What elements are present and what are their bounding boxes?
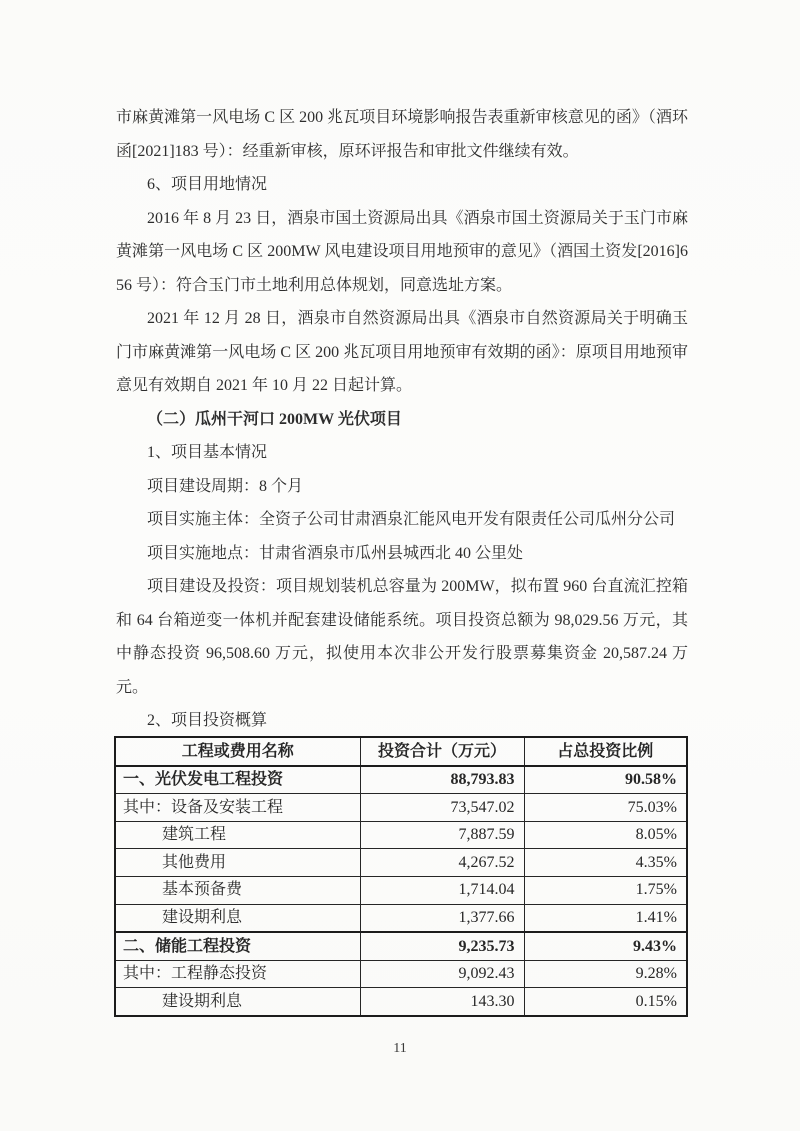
table-cell-amount: 4,267.52 <box>360 849 524 877</box>
heading-investment-estimate: 2、项目投资概算 <box>147 712 268 729</box>
table-row-equipment-installation <box>115 794 687 822</box>
table-row-storage-investment <box>115 932 687 960</box>
table-row-static-investment <box>115 960 687 988</box>
table-cell-ratio: 90.58% <box>524 766 687 794</box>
table-header-amount: 投资合计（万元） <box>360 737 524 766</box>
table-cell-name: 其中：工程静态投资 <box>115 960 360 988</box>
table-header-item-name: 工程或费用名称 <box>115 737 360 766</box>
paragraph-land-preapproval-2016: 2016 年 8 月 23 日，酒泉市国土资源局出具《酒泉市国土资源局关于玉门市麻黄滩第一风电场 C 区 200MW 风电建设项目用地预审的意见》（酒国土资发[2016]656 号）：符合玉门市土地利用总体规划，同意选址方案。 <box>116 209 688 294</box>
table-cell-amount: 88,793.83 <box>360 766 524 794</box>
table-cell-ratio: 9.43% <box>524 932 687 960</box>
table-cell-ratio: 9.28% <box>524 960 687 988</box>
table-row-construction-interest-storage <box>115 988 687 1016</box>
document-body <box>116 101 688 738</box>
table-cell-amount: 9,235.73 <box>360 932 524 960</box>
table-header-ratio: 占总投资比例 <box>524 737 687 766</box>
table-cell-name: 建设期利息 <box>115 988 360 1016</box>
table-cell-ratio: 1.75% <box>524 876 687 904</box>
table-cell-ratio: 0.15% <box>524 988 687 1016</box>
table-cell-amount: 143.30 <box>360 988 524 1016</box>
investment-estimate-table <box>114 736 688 1017</box>
table-row-construction-interest-pv <box>115 904 687 932</box>
paragraph-construction-investment: 项目建设及投资：项目规划装机总容量为 200MW，拟布置 960 台直流汇控箱和 64 台箱逆变一体机并配套建设储能系统。项目投资总额为 98,029.56 万元，其中静态投资 96,508.60 万元，拟使用本次非公开发行股票募集资金 20,587.24 万元。 <box>116 578 688 696</box>
table-cell-name: 其他费用 <box>115 849 360 877</box>
table-row-basic-reserve <box>115 876 687 904</box>
paragraph-project-location: 项目实施地点：甘肃省酒泉市瓜州县城西北 40 公里处 <box>147 544 524 562</box>
page-number: 11 <box>393 1041 407 1056</box>
table-cell-ratio: 1.41% <box>524 904 687 932</box>
paragraph-env-review-continuation: 市麻黄滩第一风电场 C 区 200 兆瓦项目环境影响报告表重新审核意见的函》（酒环函[2021]183 号）：经重新审核，原环评报告和审批文件继续有效。 <box>116 109 688 160</box>
table-cell-amount: 7,887.59 <box>360 821 524 849</box>
investment-table-container <box>114 736 688 1017</box>
paragraph-implementing-entity: 项目实施主体：全资子公司甘肃酒泉汇能风电开发有限责任公司瓜州分公司 <box>147 511 676 528</box>
table-cell-name: 二、储能工程投资 <box>115 932 360 960</box>
table-cell-amount: 9,092.43 <box>360 960 524 988</box>
table-cell-name: 基本预备费 <box>115 876 360 904</box>
paragraph-land-preapproval-2021: 2021 年 12 月 28 日，酒泉市自然资源局出具《酒泉市自然资源局关于明确玉门市麻黄滩第一风电场 C 区 200 兆瓦项目用地预审有效期的函》：原项目用地预审意见有效期自 2021 年 10 月 22 日起计算。 <box>116 310 688 394</box>
heading-guazhou-pv-project: （二）瓜州干河口 200MW 光伏项目 <box>147 410 402 428</box>
table-row-pv-investment <box>115 766 687 794</box>
table-cell-name: 其中：设备及安装工程 <box>115 794 360 822</box>
table-cell-ratio: 4.35% <box>524 849 687 877</box>
table-header-row <box>115 737 687 766</box>
table-cell-name: 建筑工程 <box>115 821 360 849</box>
table-cell-ratio: 8.05% <box>524 821 687 849</box>
heading-project-basic-info: 1、项目基本情况 <box>147 444 268 461</box>
table-cell-amount: 1,377.66 <box>360 904 524 932</box>
table-cell-amount: 73,547.02 <box>360 794 524 822</box>
table-cell-amount: 1,714.04 <box>360 876 524 904</box>
table-cell-name: 建设期利息 <box>115 904 360 932</box>
table-row-other-costs <box>115 849 687 877</box>
table-row-construction-works <box>115 821 687 849</box>
table-cell-ratio: 75.03% <box>524 794 687 822</box>
paragraph-construction-period: 项目建设周期：8 个月 <box>147 477 304 495</box>
table-cell-name: 一、光伏发电工程投资 <box>115 766 360 794</box>
heading-land-use: 6、项目用地情况 <box>147 176 268 193</box>
